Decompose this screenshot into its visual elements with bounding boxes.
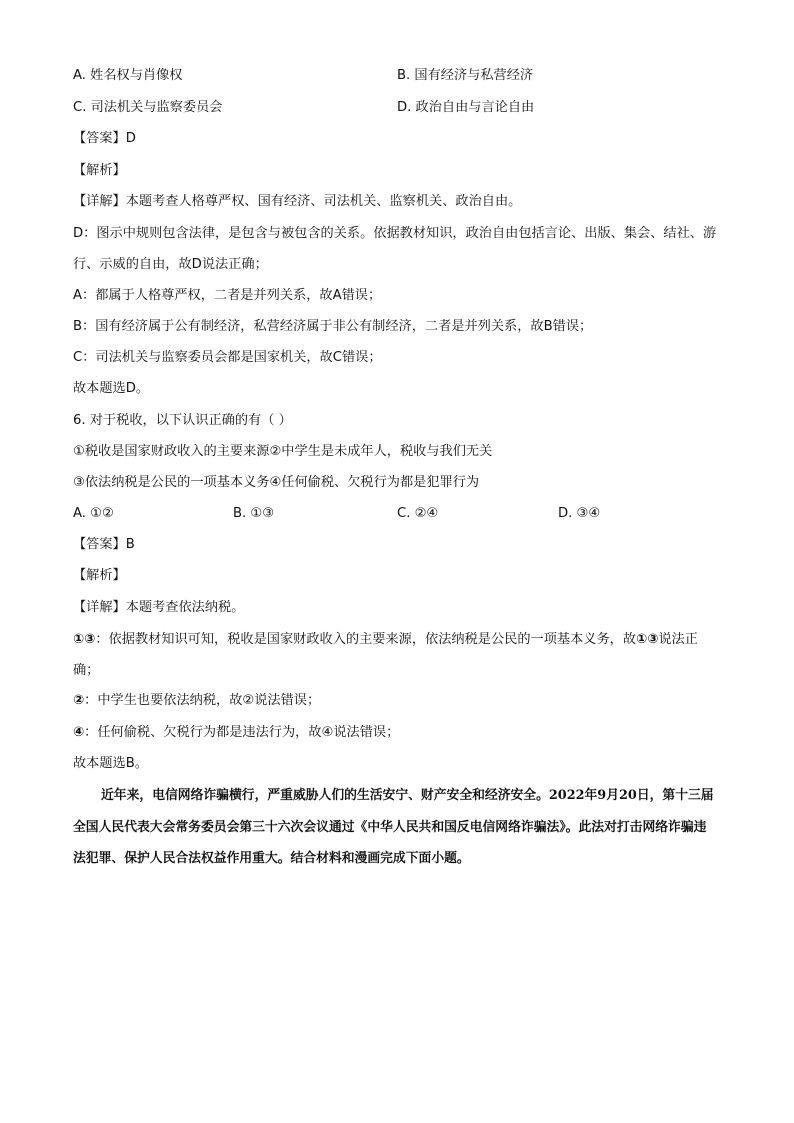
q6-option-c: C. ②④ [397, 506, 439, 521]
q5-explain-c: C：司法机关与监察委员会都是国家机关，故C错误； [73, 350, 382, 365]
q5-option-a: A. 姓名权与肖像权 [73, 68, 183, 83]
q6-option-a: A. ①② [73, 506, 114, 521]
q6-explain-1-3-mark: ①③ [73, 632, 96, 647]
q6-option-d: D. ③④ [558, 506, 601, 521]
q5-conclusion: 故本题选D。 [73, 381, 150, 396]
q5-detail: 【详解】本题考查人格尊严权、国有经济、司法机关、监察机关、政治自由。 [73, 194, 522, 209]
q6-explain-1-3-end: 说法正确； [73, 632, 698, 678]
q6-items-3-4: ③依法纳税是公民的一项基本义务④任何偷税、欠税行为都是犯罪行为 [73, 475, 480, 490]
q5-explain-b: B：国有经济属于公有制经济，私营经济属于非公有制经济，二者是并列关系，故B错误； [73, 319, 593, 334]
q6-option-b: B. ①③ [233, 506, 275, 521]
q6-explain-2-mark: ② [73, 693, 85, 708]
q6-analysis-label: 【解析】 [73, 568, 126, 583]
q6-conclusion: 故本题选B。 [73, 756, 148, 771]
q6-explain-2-body: ：中学生也要依法纳税，故②说法错误； [84, 693, 321, 708]
q6-explain-4 [73, 724, 399, 742]
q6-explain-2 [73, 692, 320, 710]
q6-explain-4-mark: ④ [73, 725, 85, 740]
q6-explain-1-3 [73, 624, 719, 686]
q5-explain-a: A：都属于人格尊严权，二者是并列关系，故A错误； [73, 288, 382, 303]
q5-option-b: B. 国有经济与私营经济 [397, 68, 534, 83]
q6-stem: 6. 对于税收，以下认识正确的有（ ） [73, 413, 292, 428]
q6-items-1-2: ①税收是国家财政收入的主要来源②中学生是未成年人，税收与我们无关 [73, 444, 493, 459]
q5-option-c: C. 司法机关与监察委员会 [73, 100, 223, 115]
q6-detail: 【详解】本题考查依法纳税。 [73, 600, 245, 615]
q5-answer: 【答案】D [73, 131, 136, 146]
q5-option-d: D. 政治自由与言论自由 [397, 100, 535, 115]
q5-explain-d: D：图示中规则包含法律，是包含与被包含的关系。依据教材知识，政治自由包括言论、出版、集会、结社、游行、示威的自由，故D说法正确； [73, 226, 717, 272]
q6-answer: 【答案】B [73, 537, 135, 552]
q5-analysis-label: 【解析】 [73, 163, 126, 178]
material-passage: 近年来，电信网络诈骗横行，严重威胁人们的生活安宁、财产安全和经济安全。2022年9月20日，第十三届全国人民代表大会常务委员会第三十六次会议通过《中华人民共和国反电信网络诈骗法》。此法对打击网络诈骗违法犯罪、保护人民合法权益作用重大。结合材料和漫画完成下面小题。 [73, 788, 714, 866]
q6-explain-4-body: ：任何偷税、欠税行为都是违法行为，故④说法错误； [84, 725, 400, 740]
q6-explain-1-3-body: ：依据教材知识可知，税收是国家财政收入的主要来源，依法纳税是公民的一项基本义务，故 [95, 632, 637, 647]
q6-explain-1-3-mark-2: ①③ [636, 632, 659, 647]
